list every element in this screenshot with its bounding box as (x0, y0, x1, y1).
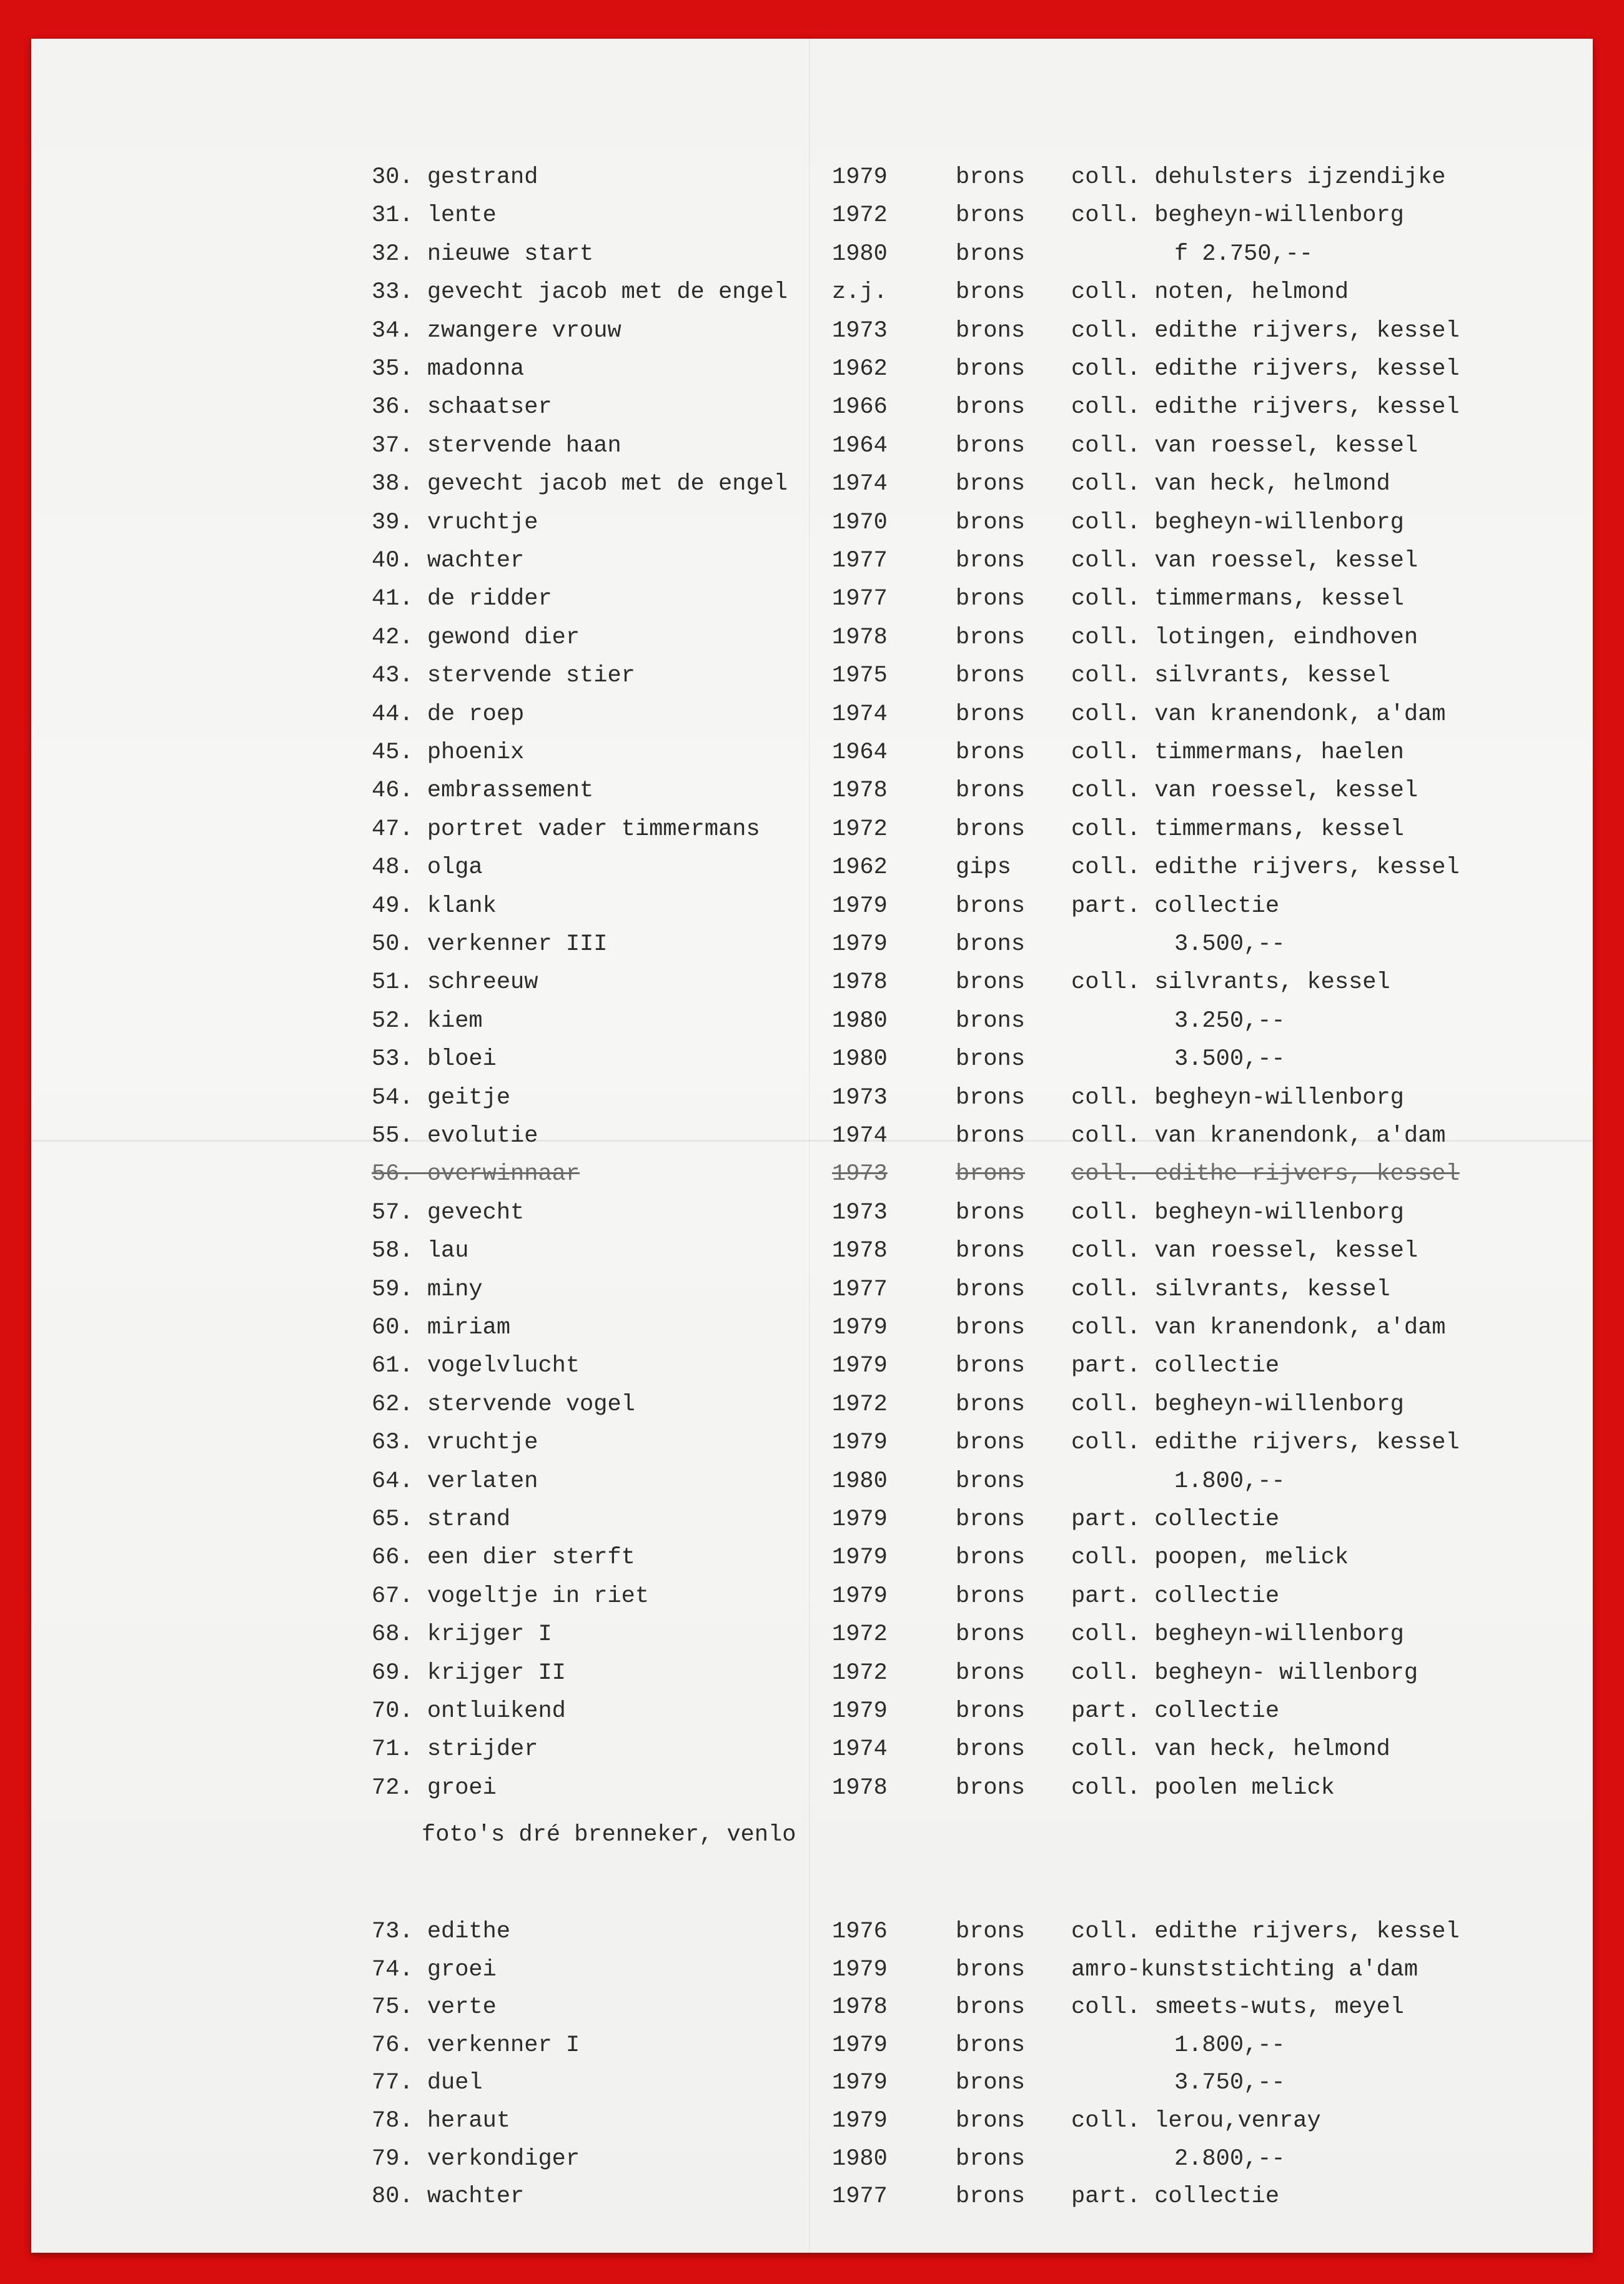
item-year: 1976 (832, 1919, 888, 1945)
item-collection: coll. begheyn-willenborg (1071, 1200, 1404, 1226)
item-title: 40. wachter (372, 548, 525, 574)
item-year: 1978 (832, 969, 888, 996)
list-item (31, 1042, 1593, 1077)
item-year: 1966 (832, 394, 888, 420)
item-material: brons (956, 2032, 1026, 2059)
item-title: 56. overwinnaar (372, 1161, 580, 1187)
item-collection: coll. lotingen, eindhoven (1071, 625, 1419, 651)
item-year: 1973 (832, 1161, 888, 1187)
item-year: 1962 (832, 356, 888, 382)
list-item (31, 198, 1593, 233)
item-collection: coll. van kranendonk, a'dam (1071, 1315, 1446, 1341)
item-collection: coll. noten, helmond (1071, 279, 1349, 305)
item-price: 1.800,-- (1174, 1468, 1285, 1495)
item-collection: coll. lerou,venray (1071, 2108, 1321, 2134)
list-item (31, 620, 1593, 655)
item-material: brons (956, 1008, 1026, 1034)
item-year: 1974 (832, 471, 888, 497)
list-item (31, 1004, 1593, 1039)
list-item (31, 1732, 1593, 1767)
list-item (31, 1080, 1593, 1115)
item-material: brons (956, 1736, 1026, 1762)
paper-sheet (31, 39, 1593, 2253)
item-material: brons (956, 931, 1026, 957)
list-item (31, 1425, 1593, 1460)
item-material: brons (956, 164, 1026, 190)
list-item (31, 927, 1593, 962)
item-year: 1974 (832, 1736, 888, 1762)
item-material: brons (956, 2146, 1026, 2172)
item-year: 1979 (832, 1315, 888, 1341)
item-title: 75. verte (372, 1994, 497, 2020)
item-year: 1974 (832, 701, 888, 728)
item-year: 1975 (832, 663, 888, 689)
item-collection: coll. begheyn-willenborg (1071, 1392, 1404, 1418)
item-collection: coll. edithe rijvers, kessel (1071, 1430, 1460, 1456)
item-material: brons (956, 1085, 1026, 1111)
list-item (31, 1233, 1593, 1268)
item-year: 1978 (832, 1775, 888, 1801)
item-price: 3.500,-- (1174, 1046, 1285, 1072)
item-year: 1973 (832, 1085, 888, 1111)
item-title: 63. vruchtje (372, 1430, 538, 1456)
item-title: 38. gevecht jacob met de engel (372, 471, 788, 497)
list-item (31, 2179, 1593, 2214)
item-collection: coll. silvrants, kessel (1071, 663, 1390, 689)
item-material: brons (956, 1046, 1026, 1072)
item-material: brons (956, 1506, 1026, 1533)
item-material: brons (956, 510, 1026, 536)
item-title: 54. geitje (372, 1085, 511, 1111)
item-material: brons (956, 1660, 1026, 1686)
item-title: 68. krijger I (372, 1621, 552, 1648)
item-collection: coll. van roessel, kessel (1071, 1238, 1419, 1264)
list-item (31, 2142, 1593, 2177)
item-material: brons (956, 2183, 1026, 2210)
item-price: 3.750,-- (1174, 2070, 1285, 2096)
item-title: 73. edithe (372, 1919, 511, 1945)
item-title: 43. stervende stier (372, 663, 635, 689)
list-item (31, 1952, 1593, 1987)
list-item (31, 1502, 1593, 1537)
item-material: brons (956, 2108, 1026, 2134)
list-item (31, 160, 1593, 195)
list-item (31, 658, 1593, 693)
list-item (31, 237, 1593, 272)
item-collection: coll. timmermans, kessel (1071, 816, 1404, 843)
item-title: 48. olga (372, 854, 483, 881)
item-year: 1978 (832, 1238, 888, 1264)
list-item (31, 965, 1593, 1000)
item-year: 1977 (832, 2183, 888, 2210)
item-collection: part. collectie (1071, 893, 1280, 919)
item-title: 49. klank (372, 893, 497, 919)
item-year: 1979 (832, 164, 888, 190)
list-item (31, 2028, 1593, 2063)
item-material: brons (956, 548, 1026, 574)
item-year: 1979 (832, 1353, 888, 1379)
item-collection: coll. van roessel, kessel (1071, 778, 1419, 804)
item-year: 1980 (832, 1008, 888, 1034)
list-item (31, 1990, 1593, 2025)
item-title: 71. strijder (372, 1736, 538, 1762)
item-price: 3.500,-- (1174, 931, 1285, 957)
item-year: 1979 (832, 893, 888, 919)
list-item (31, 1464, 1593, 1499)
item-title: 66. een dier sterft (372, 1545, 635, 1571)
item-material: brons (956, 1200, 1026, 1226)
item-collection: coll. begheyn-willenborg (1071, 1085, 1404, 1111)
item-collection: coll. van heck, helmond (1071, 471, 1390, 497)
item-material: brons (956, 318, 1026, 344)
item-collection: coll. edithe rijvers, kessel (1071, 854, 1460, 881)
item-collection: coll. van kranendonk, a'dam (1071, 701, 1446, 728)
list-item (31, 275, 1593, 310)
list-item (31, 390, 1593, 425)
item-year: 1979 (832, 1506, 888, 1533)
item-title: 58. lau (372, 1238, 469, 1264)
item-collection: coll. edithe rijvers, kessel (1071, 1161, 1460, 1187)
list-item (31, 1656, 1593, 1691)
item-material: brons (956, 1161, 1026, 1187)
item-material: brons (956, 356, 1026, 382)
item-year: 1979 (832, 1957, 888, 1983)
item-collection: coll. van kranendonk, a'dam (1071, 1123, 1446, 1149)
list-item (31, 812, 1593, 847)
item-collection: coll. timmermans, haelen (1071, 739, 1404, 766)
item-title: 67. vogeltje in riet (372, 1583, 650, 1609)
item-year: 1974 (832, 1123, 888, 1149)
item-material: brons (956, 202, 1026, 229)
item-year: 1978 (832, 778, 888, 804)
item-title: 74. groei (372, 1957, 497, 1983)
item-year: 1964 (832, 739, 888, 766)
item-title: 65. strand (372, 1506, 511, 1533)
list-item (31, 428, 1593, 463)
item-collection: coll. timmermans, kessel (1071, 586, 1404, 612)
item-material: brons (956, 1621, 1026, 1648)
item-collection: part. collectie (1071, 1353, 1280, 1379)
item-material: brons (956, 1957, 1026, 1983)
item-collection: part. collectie (1071, 1583, 1280, 1609)
item-collection: coll. edithe rijvers, kessel (1071, 394, 1460, 420)
list-item (31, 1119, 1593, 1154)
item-collection: coll. begheyn-willenborg (1071, 202, 1404, 229)
item-title: 78. heraut (372, 2108, 511, 2134)
item-collection: coll. silvrants, kessel (1071, 1277, 1390, 1303)
item-material: brons (956, 816, 1026, 843)
item-material: brons (956, 1353, 1026, 1379)
item-year: 1980 (832, 241, 888, 267)
item-material: brons (956, 1468, 1026, 1495)
item-material: brons (956, 739, 1026, 766)
item-price: 1.800,-- (1174, 2032, 1285, 2059)
list-item (31, 1540, 1593, 1575)
list-item (31, 2065, 1593, 2100)
item-collection: coll. begheyn- willenborg (1071, 1660, 1419, 1686)
list-item (31, 314, 1593, 349)
list-item (31, 1579, 1593, 1614)
item-material: brons (956, 1698, 1026, 1724)
item-title: 60. miriam (372, 1315, 511, 1341)
item-year: 1979 (832, 1698, 888, 1724)
item-price: f 2.750,-- (1174, 241, 1314, 267)
list-item (31, 581, 1593, 616)
item-year: 1979 (832, 2070, 888, 2096)
item-year: 1972 (832, 1621, 888, 1648)
item-year: 1980 (832, 1046, 888, 1072)
item-material: brons (956, 1430, 1026, 1456)
list-item (31, 2104, 1593, 2138)
item-title: 72. groei (372, 1775, 497, 1801)
item-title: 41. de ridder (372, 586, 552, 612)
item-collection: coll. begheyn-willenborg (1071, 510, 1404, 536)
list-item (31, 352, 1593, 387)
item-year: 1979 (832, 2032, 888, 2059)
item-title: 37. stervende haan (372, 433, 621, 459)
item-title: 69. krijger II (372, 1660, 566, 1686)
item-title: 31. lente (372, 202, 497, 229)
item-material: brons (956, 471, 1026, 497)
list-item (31, 1387, 1593, 1422)
item-year: 1979 (832, 1545, 888, 1571)
list-item (31, 773, 1593, 808)
list-item (31, 1617, 1593, 1652)
item-title: 45. phoenix (372, 739, 525, 766)
item-material: brons (956, 1583, 1026, 1609)
item-collection: coll. van roessel, kessel (1071, 548, 1419, 574)
item-title: 39. vruchtje (372, 510, 538, 536)
item-title: 55. evolutie (372, 1123, 538, 1149)
item-material: brons (956, 1545, 1026, 1571)
item-year: 1977 (832, 548, 888, 574)
item-year: 1979 (832, 931, 888, 957)
item-title: 46. embrassement (372, 778, 594, 804)
item-year: 1973 (832, 1200, 888, 1226)
item-title: 50. verkenner III (372, 931, 608, 957)
item-material: brons (956, 586, 1026, 612)
item-year: z.j. (832, 279, 888, 305)
item-material: brons (956, 1315, 1026, 1341)
item-year: 1964 (832, 433, 888, 459)
item-year: 1972 (832, 1660, 888, 1686)
item-title: 47. portret vader timmermans (372, 816, 760, 843)
item-year: 1979 (832, 1430, 888, 1456)
item-collection: coll. dehulsters ijzendijke (1071, 164, 1446, 190)
item-material: brons (956, 1123, 1026, 1149)
item-price: 2.800,-- (1174, 2146, 1285, 2172)
item-year: 1980 (832, 1468, 888, 1495)
list-item (31, 889, 1593, 924)
item-title: 51. schreeuw (372, 969, 538, 996)
item-collection: part. collectie (1071, 2183, 1280, 2210)
item-year: 1973 (832, 318, 888, 344)
item-material: brons (956, 893, 1026, 919)
item-year: 1972 (832, 202, 888, 229)
list-item (31, 1771, 1593, 1806)
item-material: brons (956, 1277, 1026, 1303)
item-material: brons (956, 1775, 1026, 1801)
item-collection: coll. edithe rijvers, kessel (1071, 356, 1460, 382)
item-year: 1962 (832, 854, 888, 881)
item-material: brons (956, 625, 1026, 651)
item-collection: coll. begheyn-willenborg (1071, 1621, 1404, 1648)
item-collection: part. collectie (1071, 1506, 1280, 1533)
list-item (31, 543, 1593, 578)
list-item (31, 1195, 1593, 1230)
item-year: 1972 (832, 816, 888, 843)
list-item (31, 1348, 1593, 1383)
list-item (31, 1694, 1593, 1729)
item-title: 62. stervende vogel (372, 1392, 635, 1418)
item-collection: coll. poopen, melick (1071, 1545, 1349, 1571)
item-title: 79. verkondiger (372, 2146, 580, 2172)
item-year: 1970 (832, 510, 888, 536)
item-collection: coll. silvrants, kessel (1071, 969, 1390, 996)
item-material: brons (956, 279, 1026, 305)
item-title: 59. miny (372, 1277, 483, 1303)
photo-credit: foto's dré brenneker, venlo (422, 1822, 796, 1848)
item-material: brons (956, 1238, 1026, 1264)
item-collection: coll. smeets-wuts, meyel (1071, 1994, 1404, 2020)
item-year: 1978 (832, 625, 888, 651)
item-title: 57. gevecht (372, 1200, 525, 1226)
item-material: brons (956, 1994, 1026, 2020)
item-title: 34. zwangere vrouw (372, 318, 621, 344)
list-item (31, 735, 1593, 770)
item-title: 80. wachter (372, 2183, 525, 2210)
item-title: 33. gevecht jacob met de engel (372, 279, 788, 305)
list-item (31, 850, 1593, 885)
item-year: 1980 (832, 2146, 888, 2172)
list-item (31, 505, 1593, 540)
item-title: 53. bloei (372, 1046, 497, 1072)
list-item (31, 1914, 1593, 1949)
item-material: brons (956, 701, 1026, 728)
list-item (31, 697, 1593, 732)
item-material: brons (956, 433, 1026, 459)
item-year: 1972 (832, 1392, 888, 1418)
item-material: brons (956, 1392, 1026, 1418)
item-material: brons (956, 663, 1026, 689)
item-year: 1977 (832, 586, 888, 612)
item-price: 3.250,-- (1174, 1008, 1285, 1034)
item-title: 42. gewond dier (372, 625, 580, 651)
item-material: brons (956, 394, 1026, 420)
item-material: brons (956, 2070, 1026, 2096)
item-year: 1979 (832, 1583, 888, 1609)
item-title: 32. nieuwe start (372, 241, 594, 267)
item-title: 61. vogelvlucht (372, 1353, 580, 1379)
item-title: 70. ontluikend (372, 1698, 566, 1724)
item-collection: amro-kunststichting a'dam (1071, 1957, 1419, 1983)
item-collection: coll. edithe rijvers, kessel (1071, 318, 1460, 344)
item-year: 1977 (832, 1277, 888, 1303)
item-collection: coll. van roessel, kessel (1071, 433, 1419, 459)
list-item (31, 1310, 1593, 1345)
item-material: gips (956, 854, 1011, 881)
item-year: 1979 (832, 2108, 888, 2134)
item-title: 35. madonna (372, 356, 525, 382)
list-item (31, 467, 1593, 502)
item-collection: coll. poolen melick (1071, 1775, 1335, 1801)
item-title: 77. duel (372, 2070, 483, 2096)
list-item (31, 1272, 1593, 1307)
item-title: 52. kiem (372, 1008, 483, 1034)
item-collection: coll. edithe rijvers, kessel (1071, 1919, 1460, 1945)
item-material: brons (956, 241, 1026, 267)
item-title: 36. schaatser (372, 394, 552, 420)
list-item (31, 1157, 1593, 1192)
item-material: brons (956, 969, 1026, 996)
item-title: 76. verkenner I (372, 2032, 580, 2059)
item-material: brons (956, 1919, 1026, 1945)
item-material: brons (956, 778, 1026, 804)
item-title: 64. verlaten (372, 1468, 538, 1495)
item-collection: part. collectie (1071, 1698, 1280, 1724)
item-year: 1978 (832, 1994, 888, 2020)
item-title: 44. de roep (372, 701, 525, 728)
item-collection: coll. van heck, helmond (1071, 1736, 1390, 1762)
item-title: 30. gestrand (372, 164, 538, 190)
